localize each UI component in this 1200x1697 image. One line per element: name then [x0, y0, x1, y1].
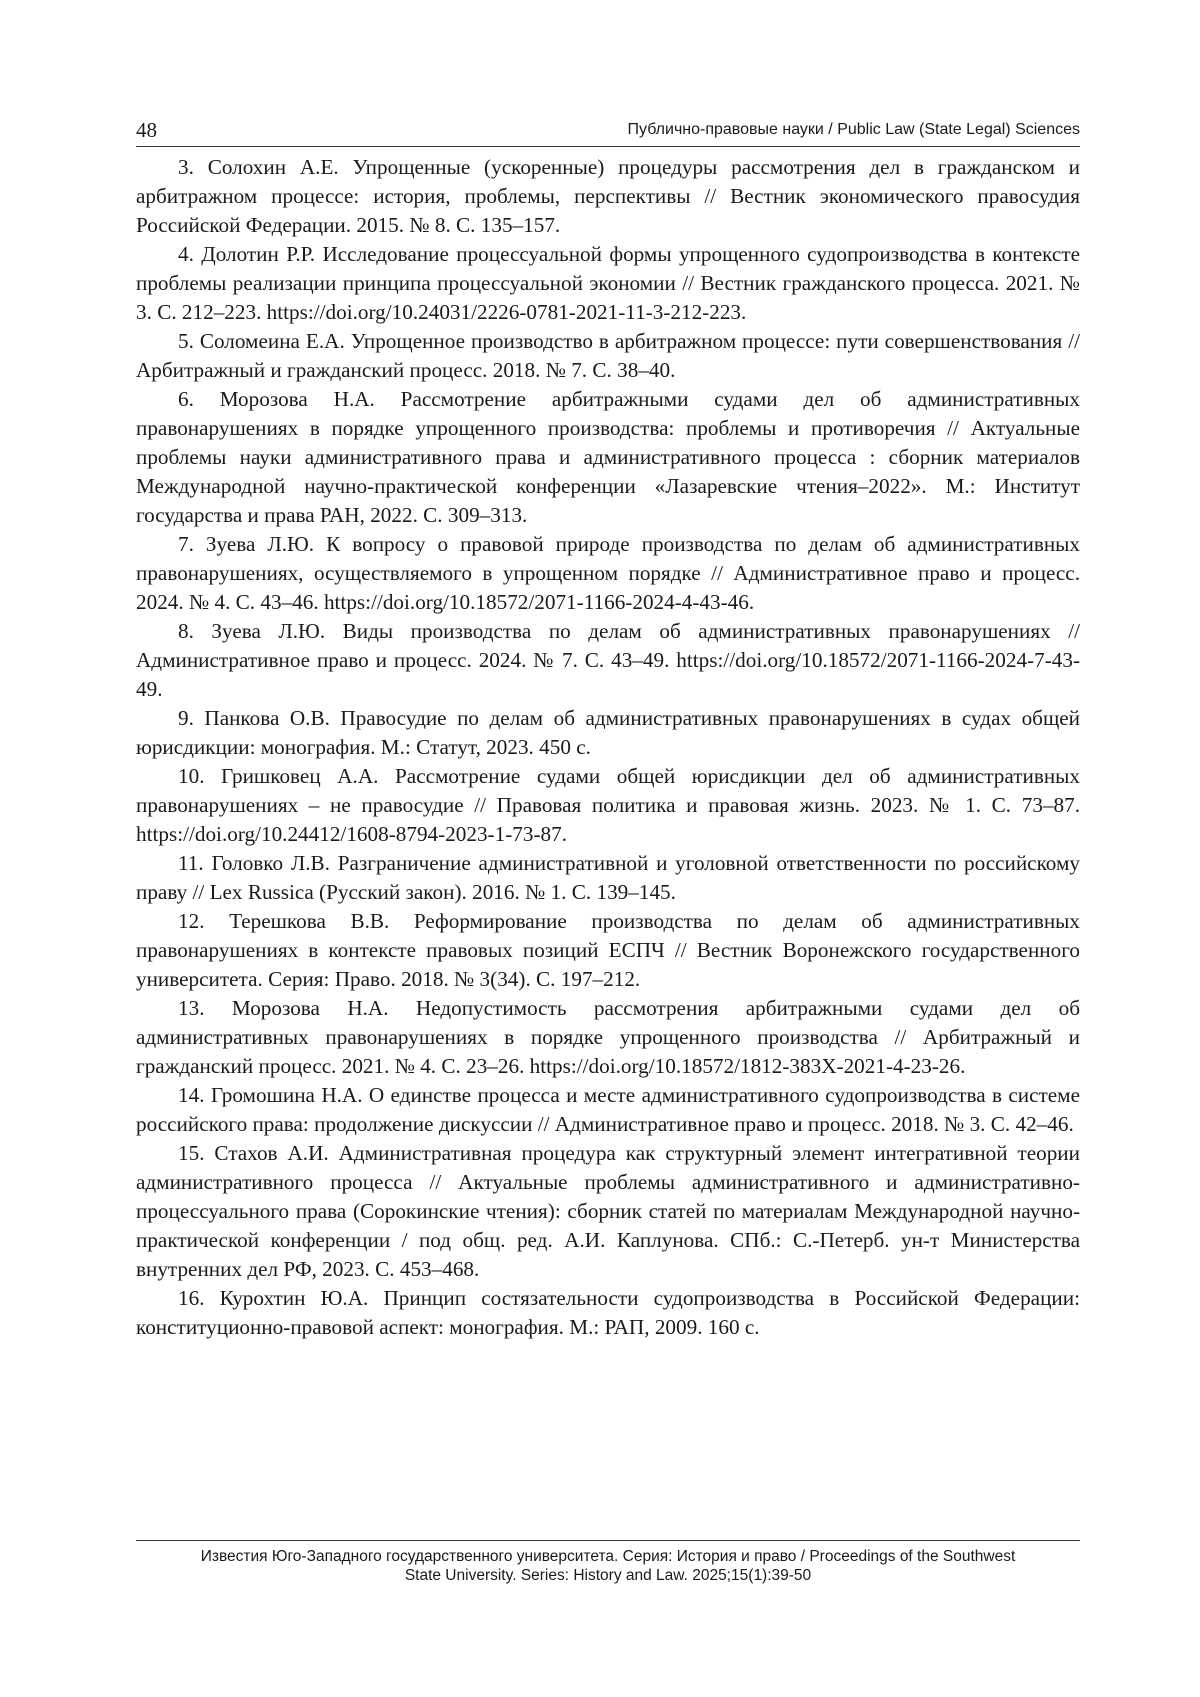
reference-item: 8. Зуева Л.Ю. Виды производства по делам об административных правонарушениях // Административное право и процесс. 2024. № 7. С. 43–49. https://doi.org/10.18572/2071-1166-2024-7-43-49. — [136, 619, 1080, 701]
reference-list — [136, 153, 1080, 1342]
reference-item: 5. Соломеина Е.А. Упрощенное производство в арбитражном процессе: пути совершенствования // Арбитражный и гражданский процесс. 2018. № 7. С. 38–40. — [136, 329, 1080, 382]
reference-item: 10. Гришковец А.А. Рассмотрение судами общей юрисдикции дел об административных правонарушениях – не правосудие // Правовая политика и правовая жизнь. 2023. № 1. С. 73–87. https://doi.org/10.24412/1608-8794-2023-1-73-87. — [136, 764, 1080, 846]
page-header — [136, 118, 1080, 147]
page-number: 48 — [136, 118, 157, 142]
reference-item: 16. Курохтин Ю.А. Принцип состязательности судопроизводства в Российской Федерации: конституционно-правовой аспект: монография. М.: РАП, 2009. 160 с. — [136, 1286, 1080, 1339]
footer-citation-line-1: Известия Юго-Западного государственного университета. Серия: История и право / Proceedings of the Southwest — [200, 1548, 1016, 1565]
footer-citation-line-2: State University. Series: History and Law. 2025;15(1):39-50 — [404, 1567, 812, 1584]
page-footer — [136, 1540, 1080, 1585]
reference-item: 9. Панкова О.В. Правосудие по делам об административных правонарушениях в судах общей юрисдикции: монография. М.: Статут, 2023. 450 с. — [136, 706, 1080, 759]
reference-item: 4. Долотин Р.Р. Исследование процессуальной формы упрощенного судопроизводства в контексте проблемы реализации принципа процессуальной экономии // Вестник гражданского процесса. 2021. № 3. С. 212–223. https://doi.org/10.24031/2226-0781-2021-11-3-212-223. — [136, 242, 1080, 324]
reference-item: 12. Терешкова В.В. Реформирование производства по делам об административных правонарушениях в контексте правовых позиций ЕСПЧ // Вестник Воронежского государственного университета. Серия: Право. 2018. № 3(34). С. 197–212. — [136, 909, 1080, 991]
reference-item: 11. Головко Л.В. Разграничение административной и уголовной ответственности по российскому праву // Lex Russica (Русский закон). 2016. № 1. С. 139–145. — [136, 851, 1080, 904]
reference-item: 13. Морозова Н.А. Недопустимость рассмотрения арбитражными судами дел об административных правонарушениях в порядке упрощенного производства // Арбитражный и гражданский процесс. 2021. № 4. С. 23–26. https://doi.org/10.18572/1812-383X-2021-4-23-26. — [136, 996, 1080, 1078]
reference-item: 3. Солохин А.Е. Упрощенные (ускоренные) процедуры рассмотрения дел в гражданском и арбитражном процессе: история, проблемы, перспективы // Вестник экономического правосудия Российской Федерации. 2015. № 8. С. 135–157. — [136, 155, 1080, 237]
reference-item: 14. Громошина Н.А. О единстве процесса и месте административного судопроизводства в системе российского права: продолжение дискуссии // Административное право и процесс. 2018. № 3. С. 42–46. — [136, 1083, 1080, 1136]
reference-item: 6. Морозова Н.А. Рассмотрение арбитражными судами дел об административных правонарушениях в порядке упрощенного производства: проблемы и противоречия // Актуальные проблемы науки административного права и административного процесса : сборник материалов Международной научно-практической конференции «Лазаревские чтения–2022». М.: Институт государства и права РАН, 2022. С. 309–313. — [136, 387, 1080, 527]
reference-item: 7. Зуева Л.Ю. К вопросу о правовой природе производства по делам об административных правонарушениях, осуществляемого в упрощенном порядке // Административное право и процесс. 2024. № 4. С. 43–46. https://doi.org/10.18572/2071-1166-2024-4-43-46. — [136, 532, 1080, 614]
reference-item: 15. Стахов А.И. Административная процедура как структурный элемент интегративной теории административного процесса // Актуальные проблемы административного и административно-процессуального права (Сорокинские чтения): сборник статей по материалам Международной научно-практической конференции / под общ. ред. А.И. Каплунова. СПб.: С.-Петерб. ун-т Министерства внутренних дел РФ, 2023. С. 453–468. — [136, 1141, 1080, 1281]
running-title: Публично-правовые науки / Public Law (State Legal) Sciences — [627, 121, 1080, 138]
